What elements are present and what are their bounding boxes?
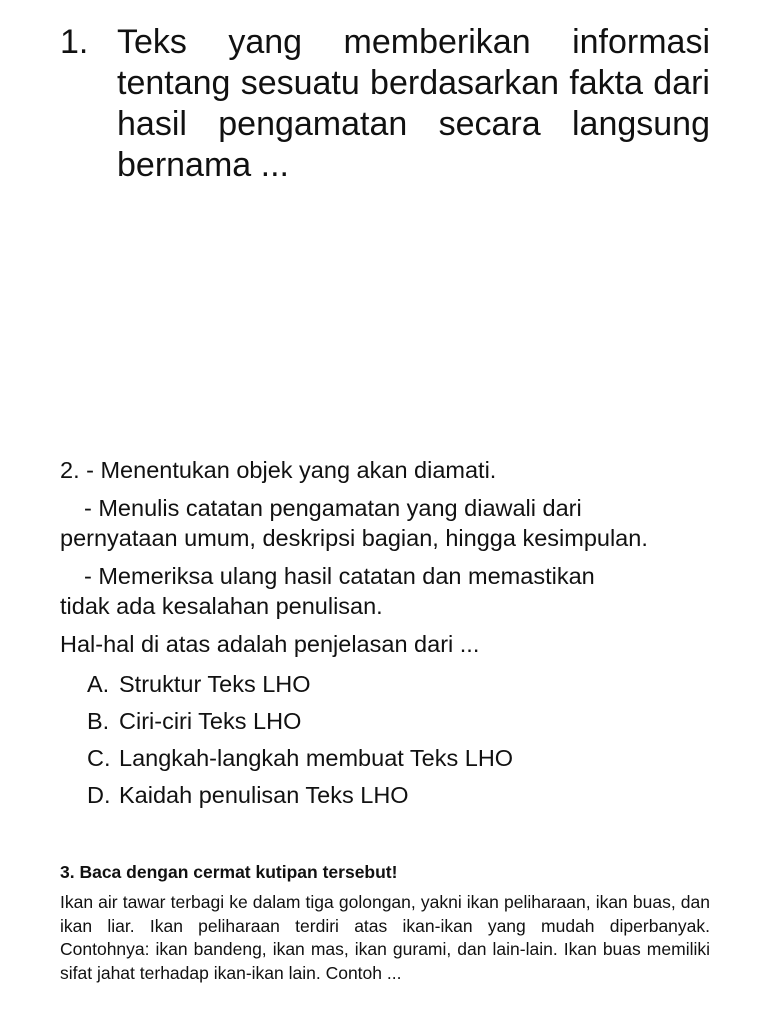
question-3-title: 3. Baca dengan cermat kutipan tersebut! [60,862,398,882]
question-2-step-2: - Menulis catatan pengamatan yang diawali dari [84,495,582,521]
question-2-step-3-continued: tidak ada kesalahan penulisan. [60,593,383,619]
option-text: Langkah-langkah membuat Teks LHO [119,745,514,771]
option-d[interactable] [87,777,720,814]
question-2-prompt: Hal-hal di atas adalah penjelasan dari ... [60,631,480,657]
question-2-options [60,666,720,814]
question-1-number: 1. [60,23,89,61]
option-text: Kaidah penulisan Teks LHO [119,782,409,808]
option-a[interactable] [87,666,720,703]
option-letter: D. [87,782,111,808]
option-letter: A. [87,671,110,697]
question-2 [60,455,720,814]
question-2-step-3: - Memeriksa ulang hasil catatan dan memastikan [84,563,595,589]
option-letter: C. [87,745,111,771]
question-3-passage: Ikan air tawar terbagi ke dalam tiga golongan, yakni ikan peliharaan, ikan buas, dan ikan liar. Ikan peliharaan terdiri atas ikan-ikan yang mudah diperbanyak. Contohnya: ikan bandeng, ikan mas, ikan gurami, dan lain-lain. Ikan buas memiliki sifat jahat terhadap ikan-ikan lain. Contoh ... [60,892,710,983]
option-b[interactable] [87,703,720,740]
option-letter: B. [87,708,110,734]
option-c[interactable] [87,740,720,777]
question-1-text: Teks yang memberikan informasi tentang sesuatu berdasarkan fakta dari hasil pengamatan secara langsung bernama ... [117,23,710,184]
question-2-step-2-continued: pernyataan umum, deskripsi bagian, hingga kesimpulan. [60,525,648,551]
option-text: Struktur Teks LHO [119,671,311,697]
question-2-step-1: 2. - Menentukan objek yang akan diamati. [60,457,497,483]
question-1 [60,22,710,186]
option-text: Ciri-ciri Teks LHO [119,708,302,734]
question-3 [60,860,710,985]
